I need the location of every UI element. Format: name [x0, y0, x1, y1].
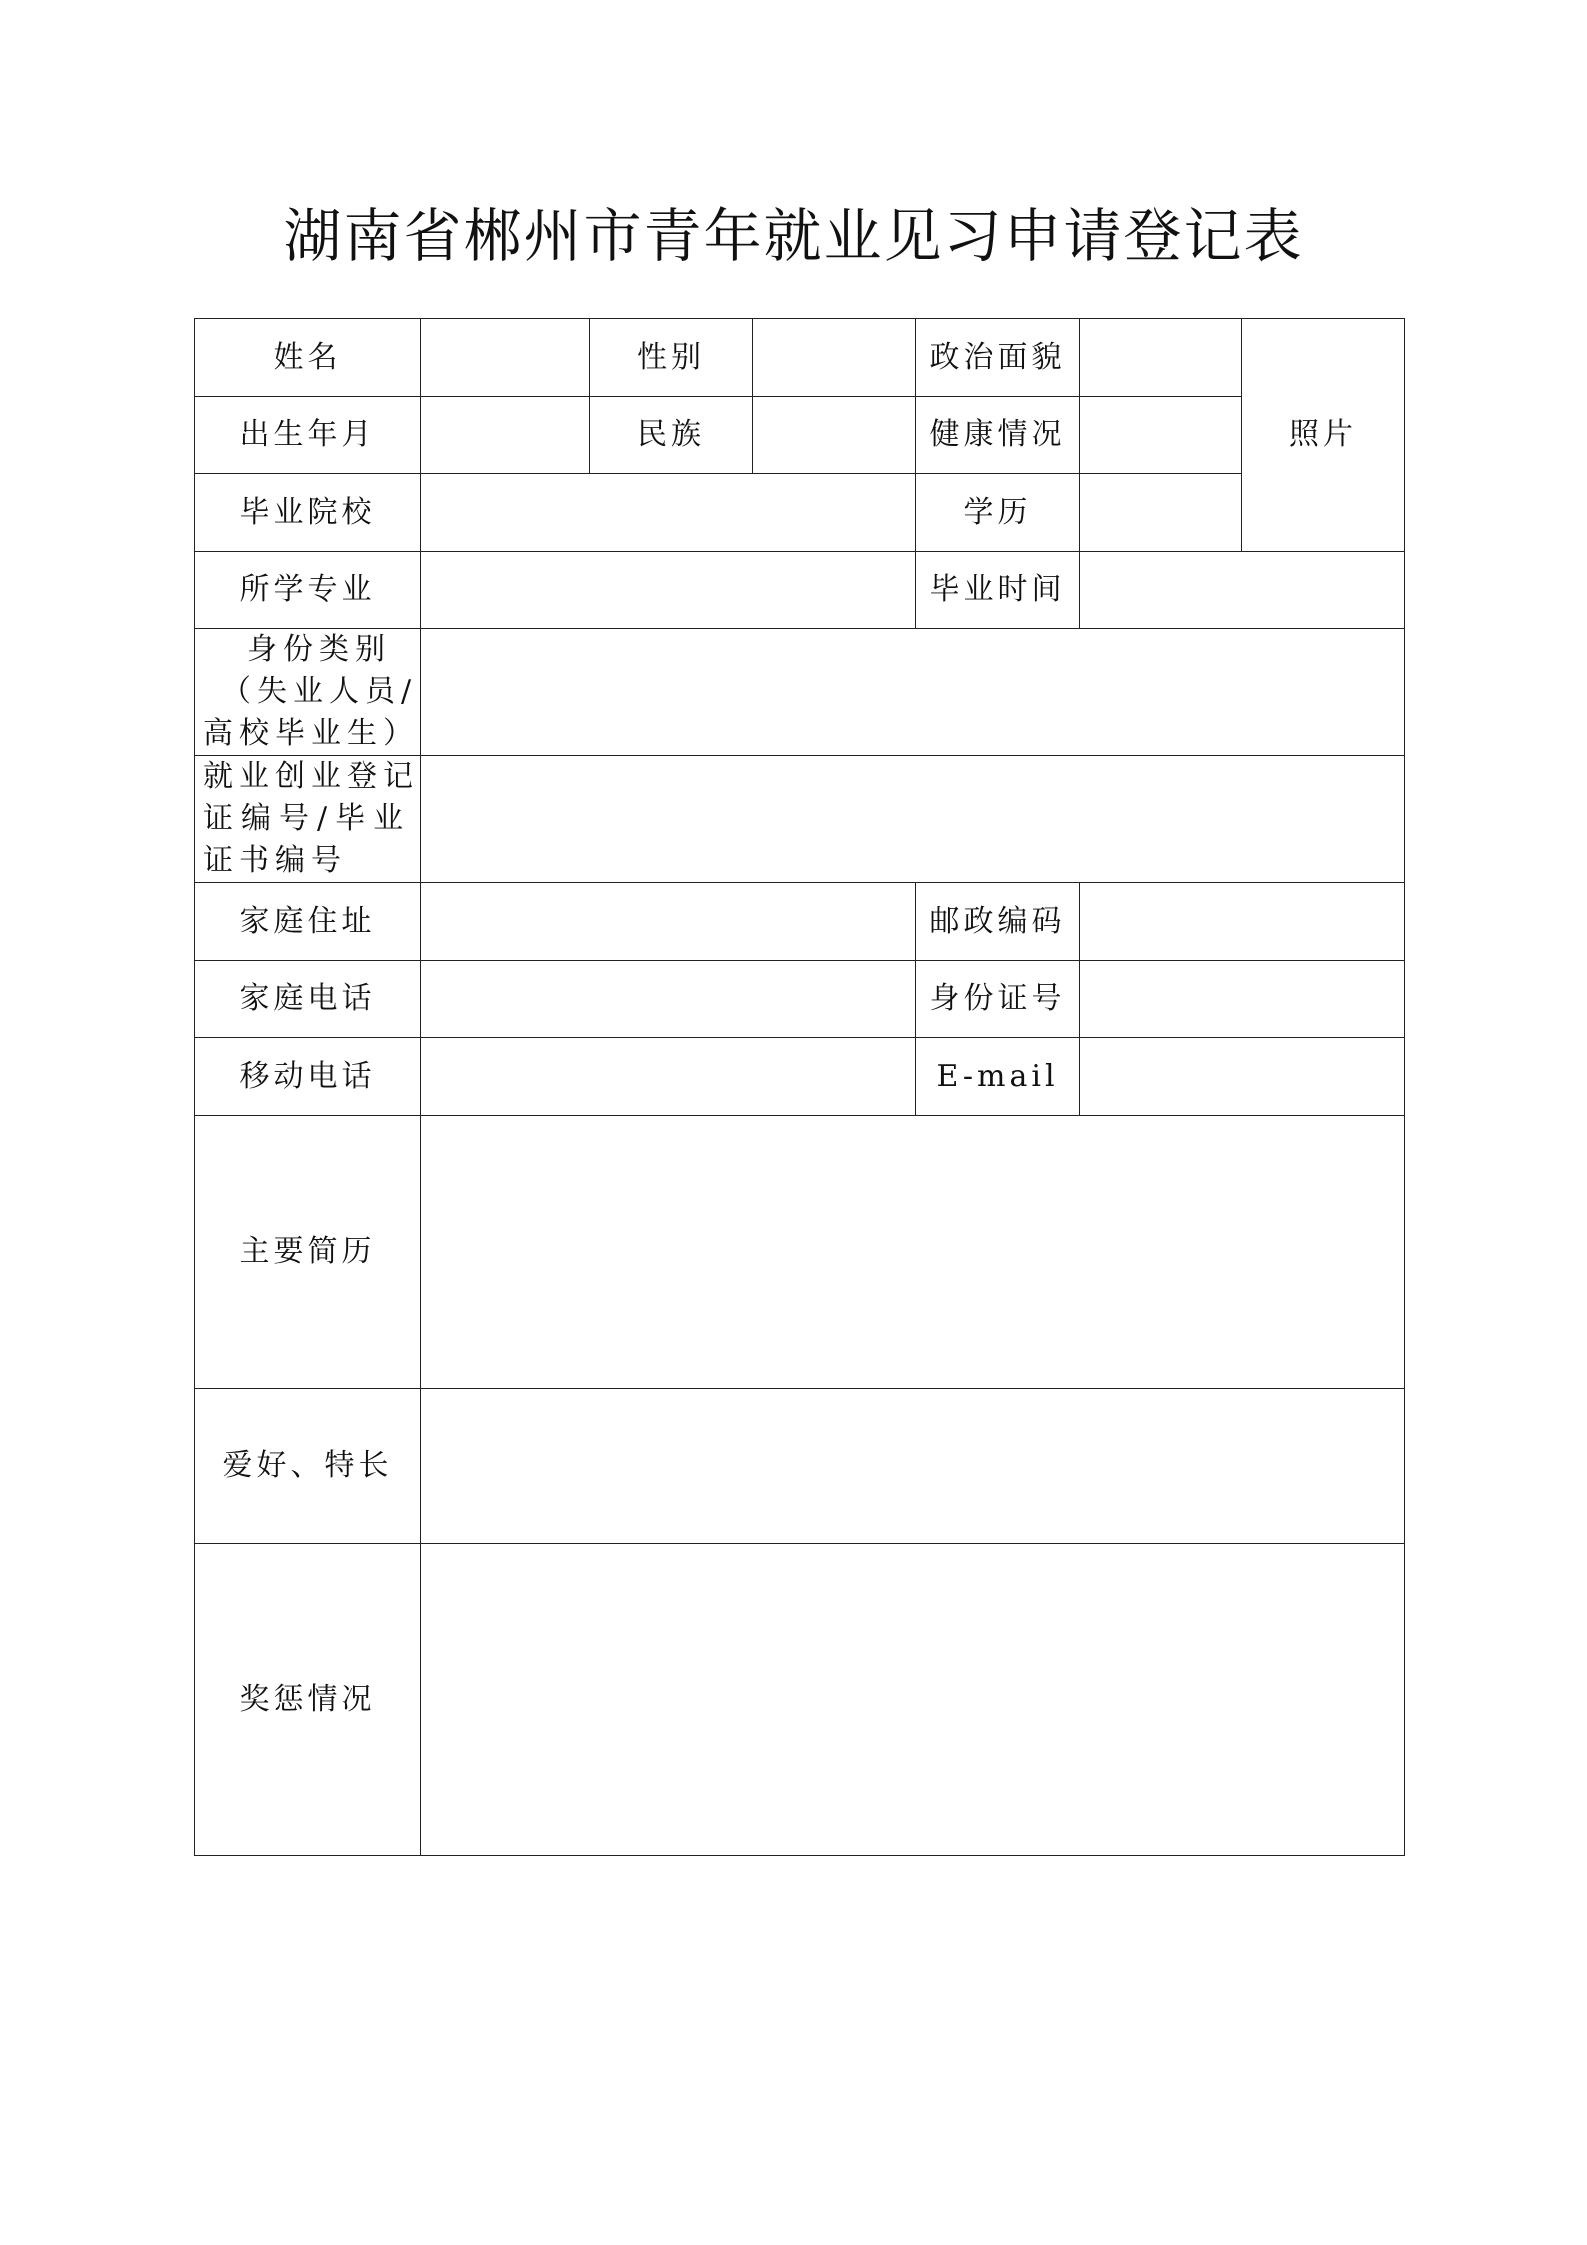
political-status-value[interactable] — [1080, 319, 1242, 397]
table-row — [195, 397, 1405, 474]
home-phone-value[interactable] — [421, 961, 916, 1038]
hobbies-value[interactable] — [421, 1389, 1405, 1544]
school-value[interactable] — [421, 474, 916, 552]
table-row — [195, 1038, 1405, 1116]
mobile-phone-label: 移动电话 — [195, 1038, 421, 1116]
awards-label: 奖惩情况 — [195, 1544, 421, 1856]
school-label: 毕业院校 — [195, 474, 421, 552]
home-phone-label: 家庭电话 — [195, 961, 421, 1038]
postcode-value[interactable] — [1080, 883, 1405, 961]
table-row — [195, 552, 1405, 629]
table-row — [195, 1389, 1405, 1544]
hobbies-label: 爱好、特长 — [195, 1389, 421, 1544]
table-row — [195, 474, 1405, 552]
graduation-time-value[interactable] — [1080, 552, 1405, 629]
registration-form-table — [194, 318, 1405, 1856]
email-label: E-mail — [916, 1038, 1080, 1116]
awards-value[interactable] — [421, 1544, 1405, 1856]
id-number-label: 身份证号 — [916, 961, 1080, 1038]
table-row — [195, 1116, 1405, 1389]
health-label: 健康情况 — [916, 397, 1080, 474]
registration-number-label — [195, 756, 421, 883]
photo-box[interactable] — [1242, 319, 1405, 552]
table-row — [195, 961, 1405, 1038]
ethnicity-label: 民族 — [590, 397, 753, 474]
registration-number-label-line: 证编号/毕业 — [203, 801, 412, 836]
identity-type-label-line: 身份类别 — [247, 632, 391, 667]
gender-value[interactable] — [753, 319, 916, 397]
major-label: 所学专业 — [195, 552, 421, 629]
email-value[interactable] — [1080, 1038, 1405, 1116]
table-row — [195, 1544, 1405, 1856]
home-address-value[interactable] — [421, 883, 916, 961]
graduation-time-label: 毕业时间 — [916, 552, 1080, 629]
photo-label: 照片 — [1289, 417, 1357, 452]
resume-value[interactable] — [421, 1116, 1405, 1389]
identity-type-label-line: 高校毕业生） — [203, 716, 419, 751]
name-value[interactable] — [421, 319, 590, 397]
table-row — [195, 629, 1405, 756]
identity-type-value[interactable] — [421, 629, 1405, 756]
postcode-label: 邮政编码 — [916, 883, 1080, 961]
health-value[interactable] — [1080, 397, 1242, 474]
resume-label: 主要简历 — [195, 1116, 421, 1389]
registration-number-value[interactable] — [421, 756, 1405, 883]
registration-number-label-line: 就业创业登记 — [203, 759, 419, 794]
registration-number-label-line: 证书编号 — [203, 843, 347, 878]
mobile-phone-value[interactable] — [421, 1038, 916, 1116]
table-row — [195, 756, 1405, 883]
page-title: 湖南省郴州市青年就业见习申请登记表 — [283, 202, 1304, 270]
identity-type-label-line: （失业人员/ — [221, 674, 418, 709]
political-status-label: 政治面貌 — [916, 319, 1080, 397]
home-address-label: 家庭住址 — [195, 883, 421, 961]
table-row — [195, 319, 1405, 397]
table-row — [195, 883, 1405, 961]
name-label: 姓名 — [195, 319, 421, 397]
id-number-value[interactable] — [1080, 961, 1405, 1038]
gender-label: 性别 — [590, 319, 753, 397]
education-value[interactable] — [1080, 474, 1242, 552]
identity-type-label — [195, 629, 421, 756]
birth-date-value[interactable] — [421, 397, 590, 474]
education-label: 学历 — [916, 474, 1080, 552]
major-value[interactable] — [421, 552, 916, 629]
ethnicity-value[interactable] — [753, 397, 916, 474]
birth-date-label: 出生年月 — [195, 397, 421, 474]
